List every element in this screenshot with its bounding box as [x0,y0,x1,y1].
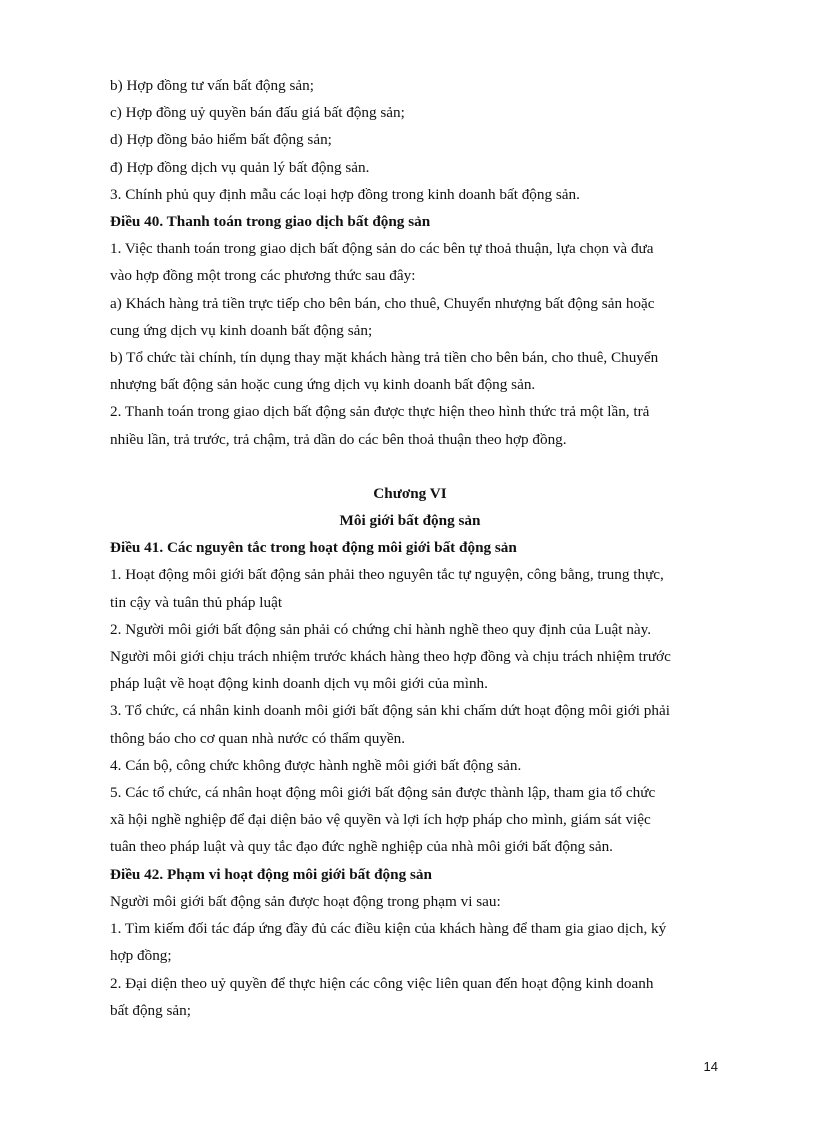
text-line: 5. Các tổ chức, cá nhân hoạt động môi giới bất động sản được thành lập, tham gia tổ chức [110,784,656,802]
text-line: 2. Thanh toán trong giao dịch bất động sản được thực hiện theo hình thức trả một lần, trả [110,403,650,421]
text-line: bất động sản; [110,1001,191,1019]
text-line: a) Khách hàng trả tiền trực tiếp cho bên bán, cho thuê, Chuyển nhượng bất động sản hoặc [110,294,655,312]
text-line: b) Hợp đồng tư vấn bất động sản; [110,77,314,94]
article-heading: Điều 40. Thanh toán trong giao dịch bất động sản [110,213,431,231]
text-line: tin cậy và tuân thủ pháp luật [110,593,283,611]
text-line: xã hội nghề nghiệp để đại diện bảo vệ quyền và lợi ích hợp pháp cho mình, giám sát việc [110,811,651,829]
text-line: cung ứng dịch vụ kinh doanh bất động sản; [110,321,373,339]
document-page [110,72,710,1024]
text-line: nhượng bất động sản hoặc cung ứng dịch vụ kinh doanh bất động sản. [110,376,536,394]
text-line: d) Hợp đồng bảo hiểm bất động sản; [110,131,332,149]
text-line: 1. Việc thanh toán trong giao dịch bất động sản do các bên tự thoả thuận, lựa chọn và đưa [110,240,654,258]
text-line: 1. Hoạt động môi giới bất động sản phải theo nguyên tắc tự nguyện, công bằng, trung thực, [110,566,664,584]
text-line: 4. Cán bộ, công chức không được hành nghề môi giới bất động sản. [110,756,522,774]
text-line: đ) Hợp đồng dịch vụ quản lý bất động sản. [110,158,370,176]
text-line: 2. Đại diện theo uỷ quyền để thực hiện các công việc liên quan đến hoạt động kinh doanh [110,974,654,992]
text-line: pháp luật về hoạt động kinh doanh dịch vụ môi giới của mình. [110,675,488,693]
text-line: vào hợp đồng một trong các phương thức sau đây: [110,267,416,285]
text-line: tuân theo pháp luật và quy tắc đạo đức nghề nghiệp của nhà môi giới bất động sản. [110,838,613,856]
text-line: nhiều lần, trả trước, trả chậm, trả dần do các bên thoả thuận theo hợp đồng. [110,430,567,448]
text-line: 3. Chính phủ quy định mẫu các loại hợp đồng trong kinh doanh bất động sản. [110,185,580,203]
chapter-subtitle: Môi giới bất động sản [339,512,481,530]
text-line: 3. Tổ chức, cá nhân kinh doanh môi giới bất động sản khi chấm dứt hoạt động môi giới phải [110,702,670,720]
chapter-title: Chương VI [373,484,447,502]
text-line: thông báo cho cơ quan nhà nước có thẩm quyền. [110,729,406,747]
text-line: c) Hợp đồng uỷ quyền bán đấu giá bất động sản; [110,104,405,122]
article-heading: Điều 42. Phạm vi hoạt động môi giới bất động sản [110,865,432,883]
text-line: b) Tổ chức tài chính, tín dụng thay mặt khách hàng trả tiền cho bên bán, cho thuê, Chuyển [110,349,659,367]
text-line: Người môi giới chịu trách nhiệm trước khách hàng theo hợp đồng và chịu trách nhiệm trước [110,648,671,666]
section-gap [110,453,710,480]
text-line: hợp đồng; [110,947,172,965]
text-line: Người môi giới bất động sản được hoạt động trong phạm vi sau: [110,892,501,910]
page-number: 14 [703,1059,718,1074]
text-line: 1. Tìm kiếm đối tác đáp ứng đầy đủ các điều kiện của khách hàng để tham gia giao dịch, ký [110,920,667,938]
text-line: 2. Người môi giới bất động sản phải có chứng chỉ hành nghề theo quy định của Luật này. [110,620,652,638]
article-heading: Điều 41. Các nguyên tắc trong hoạt động môi giới bất động sản [110,539,517,557]
